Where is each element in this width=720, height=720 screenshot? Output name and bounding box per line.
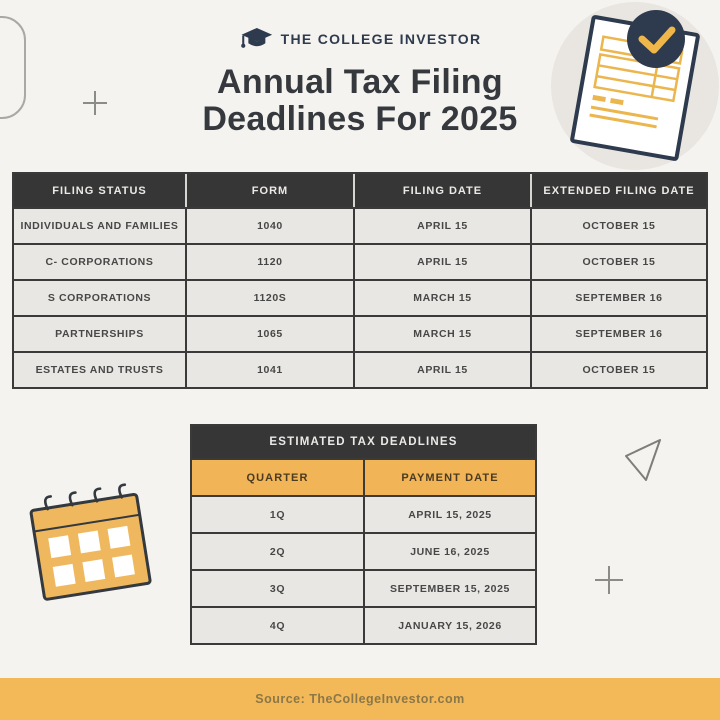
cell-filing-date: APRIL 15 [355,353,530,387]
brand-name: THE COLLEGE INVESTOR [280,31,482,47]
cell-filing-status: C- CORPORATIONS [14,245,185,279]
page-title [0,64,720,138]
cell-filing-date: MARCH 15 [355,317,530,351]
cell-quarter: 2Q [192,534,363,569]
cell-quarter: 3Q [192,571,363,606]
cell-form: 1120 [187,245,353,279]
cell-filing-date: APRIL 15 [355,245,530,279]
cell-payment-date: JANUARY 15, 2026 [365,608,535,643]
column-header-extended-filing-date: EXTENDED FILING DATE [532,174,706,207]
cell-filing-status: ESTATES AND TRUSTS [14,353,185,387]
cell-filing-date: MARCH 15 [355,281,530,315]
cell-filing-date: APRIL 15 [355,209,530,243]
cell-payment-date: APRIL 15, 2025 [365,497,535,532]
cell-form: 1041 [187,353,353,387]
table-row [14,317,706,351]
cell-extended-filing-date: SEPTEMBER 16 [532,281,706,315]
plus-icon [595,566,623,594]
cell-extended-filing-date: OCTOBER 15 [532,245,706,279]
table-row [192,571,535,606]
calendar-icon [22,478,160,606]
column-header-filing-status: FILING STATUS [14,174,185,207]
table-header-row [192,460,535,495]
table-row [14,353,706,387]
triangle-outline-icon [618,432,670,488]
cell-extended-filing-date: OCTOBER 15 [532,209,706,243]
column-header-filing-date: FILING DATE [355,174,530,207]
table-header-row [14,174,706,207]
cell-form: 1120S [187,281,353,315]
cell-quarter: 4Q [192,608,363,643]
table-row [14,245,706,279]
cell-extended-filing-date: OCTOBER 15 [532,353,706,387]
column-header-payment-date: PAYMENT DATE [365,460,535,495]
estimated-table-title: ESTIMATED TAX DEADLINES [192,426,535,458]
column-header-form: FORM [187,174,353,207]
cell-filing-status: S CORPORATIONS [14,281,185,315]
table-row [14,281,706,315]
filing-deadlines-table [12,172,708,389]
footer-bar [0,678,720,720]
graduation-cap-icon [239,26,273,52]
page-title-line2: Deadlines For 2025 [202,100,518,138]
column-header-quarter: QUARTER [192,460,363,495]
cell-payment-date: JUNE 16, 2025 [365,534,535,569]
cell-form: 1040 [187,209,353,243]
table-row [192,534,535,569]
brand-logo [0,26,720,52]
table-row [192,608,535,643]
cell-extended-filing-date: SEPTEMBER 16 [532,317,706,351]
cell-form: 1065 [187,317,353,351]
cell-filing-status: INDIVIDUALS AND FAMILIES [14,209,185,243]
cell-filing-status: PARTNERSHIPS [14,317,185,351]
page-title-line1: Annual Tax Filing [217,63,503,101]
table-row [192,497,535,532]
source-attribution: Source: TheCollegeInvestor.com [255,692,465,706]
cell-quarter: 1Q [192,497,363,532]
table-row [14,209,706,243]
estimated-tax-deadlines-table [190,424,537,645]
cell-payment-date: SEPTEMBER 15, 2025 [365,571,535,606]
